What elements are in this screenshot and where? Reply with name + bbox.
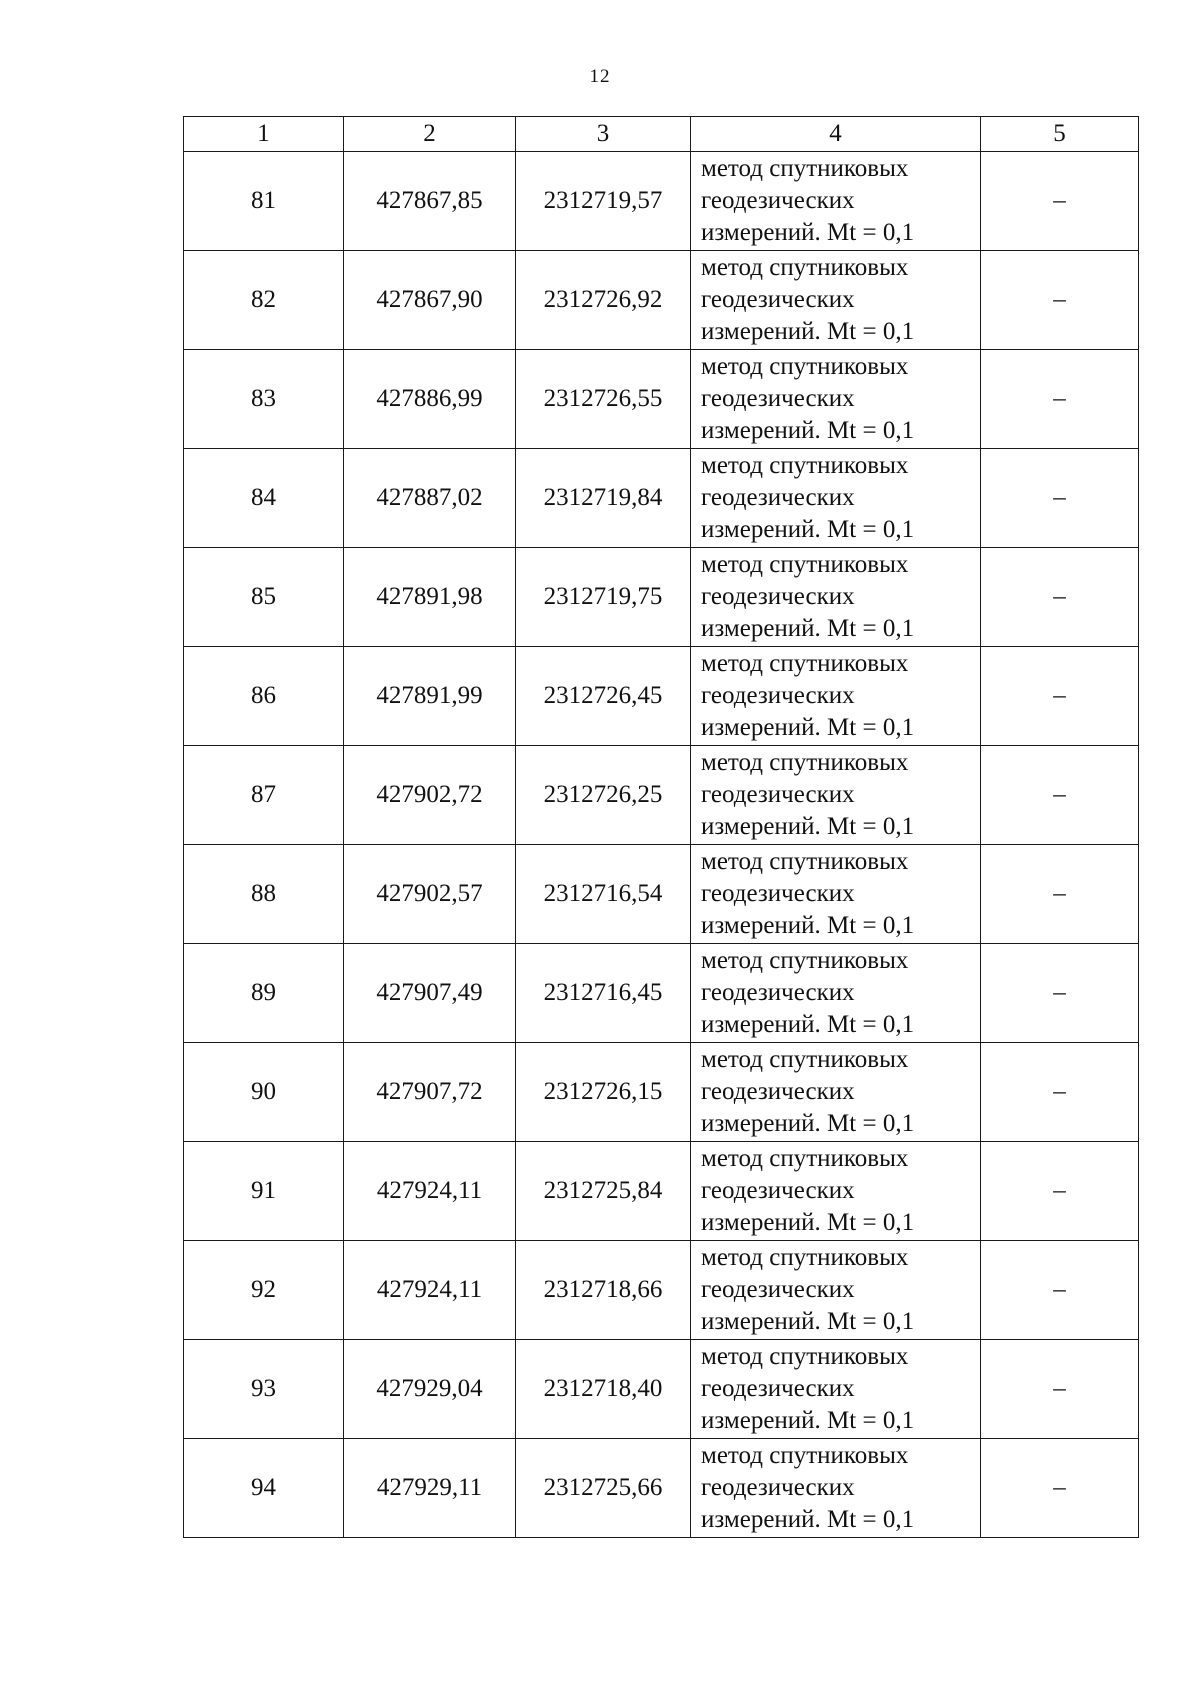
- table-row: [184, 647, 1139, 746]
- x-coordinate-cell: 427867,90: [344, 251, 516, 350]
- method-line: метод спутниковых: [701, 1145, 909, 1172]
- point-number-cell: 88: [184, 845, 344, 944]
- table-row: [184, 1241, 1139, 1340]
- y-coordinate-cell: 2312726,55: [516, 350, 691, 449]
- x-coordinate-cell: 427924,11: [344, 1241, 516, 1340]
- x-coordinate-cell: 427902,72: [344, 746, 516, 845]
- method-line: метод спутниковых: [701, 1046, 909, 1073]
- method-line: геодезических: [701, 781, 855, 808]
- method-line: измерений. Mt = 0,1: [701, 1506, 915, 1533]
- method-line: метод спутниковых: [701, 1343, 909, 1370]
- point-number-cell: 86: [184, 647, 344, 746]
- method-line: измерений. Mt = 0,1: [701, 912, 915, 939]
- point-number-cell: 90: [184, 1043, 344, 1142]
- method-line: измерений. Mt = 0,1: [701, 318, 915, 345]
- method-line: геодезических: [701, 484, 855, 511]
- y-coordinate-cell: 2312716,54: [516, 845, 691, 944]
- method-cell: [691, 1142, 981, 1241]
- method-line: метод спутниковых: [701, 650, 909, 677]
- method-cell: [691, 1439, 981, 1538]
- table-body: [184, 117, 1139, 1538]
- method-cell: [691, 1340, 981, 1439]
- method-line: геодезических: [701, 880, 855, 907]
- point-number-cell: 81: [184, 152, 344, 251]
- y-coordinate-cell: 2312726,92: [516, 251, 691, 350]
- header-cell-4: 4: [691, 117, 981, 152]
- method-line: геодезических: [701, 979, 855, 1006]
- note-cell: –: [981, 1241, 1139, 1340]
- note-cell: –: [981, 548, 1139, 647]
- method-line: геодезических: [701, 682, 855, 709]
- y-coordinate-cell: 2312725,66: [516, 1439, 691, 1538]
- method-line: геодезических: [701, 1276, 855, 1303]
- header-cell-1: 1: [184, 117, 344, 152]
- note-cell: –: [981, 1142, 1139, 1241]
- header-cell-3: 3: [516, 117, 691, 152]
- header-cell-5: 5: [981, 117, 1139, 152]
- table-row: [184, 944, 1139, 1043]
- note-cell: –: [981, 944, 1139, 1043]
- x-coordinate-cell: 427886,99: [344, 350, 516, 449]
- header-cell-2: 2: [344, 117, 516, 152]
- method-line: метод спутниковых: [701, 551, 909, 578]
- method-line: геодезических: [701, 1078, 855, 1105]
- method-line: измерений. Mt = 0,1: [701, 516, 915, 543]
- y-coordinate-cell: 2312716,45: [516, 944, 691, 1043]
- note-cell: –: [981, 1439, 1139, 1538]
- note-cell: –: [981, 647, 1139, 746]
- method-line: метод спутниковых: [701, 947, 909, 974]
- method-line: измерений. Mt = 0,1: [701, 1308, 915, 1335]
- y-coordinate-cell: 2312725,84: [516, 1142, 691, 1241]
- point-number-cell: 83: [184, 350, 344, 449]
- method-line: метод спутниковых: [701, 353, 909, 380]
- x-coordinate-cell: 427891,99: [344, 647, 516, 746]
- x-coordinate-cell: 427902,57: [344, 845, 516, 944]
- table-row: [184, 548, 1139, 647]
- x-coordinate-cell: 427891,98: [344, 548, 516, 647]
- method-line: геодезических: [701, 1474, 855, 1501]
- y-coordinate-cell: 2312719,57: [516, 152, 691, 251]
- point-number-cell: 82: [184, 251, 344, 350]
- method-cell: [691, 944, 981, 1043]
- y-coordinate-cell: 2312719,84: [516, 449, 691, 548]
- method-line: измерений. Mt = 0,1: [701, 615, 915, 642]
- method-cell: [691, 350, 981, 449]
- x-coordinate-cell: 427887,02: [344, 449, 516, 548]
- y-coordinate-cell: 2312726,15: [516, 1043, 691, 1142]
- method-line: метод спутниковых: [701, 155, 909, 182]
- method-cell: [691, 1043, 981, 1142]
- table-row: [184, 746, 1139, 845]
- method-line: измерений. Mt = 0,1: [701, 813, 915, 840]
- method-line: измерений. Mt = 0,1: [701, 1011, 915, 1038]
- method-line: геодезических: [701, 1177, 855, 1204]
- x-coordinate-cell: 427929,11: [344, 1439, 516, 1538]
- table-row: [184, 1142, 1139, 1241]
- method-cell: [691, 1241, 981, 1340]
- x-coordinate-cell: 427924,11: [344, 1142, 516, 1241]
- note-cell: –: [981, 152, 1139, 251]
- table-row: [184, 152, 1139, 251]
- method-cell: [691, 152, 981, 251]
- point-number-cell: 89: [184, 944, 344, 1043]
- x-coordinate-cell: 427907,49: [344, 944, 516, 1043]
- table-row: [184, 251, 1139, 350]
- x-coordinate-cell: 427907,72: [344, 1043, 516, 1142]
- note-cell: –: [981, 1340, 1139, 1439]
- x-coordinate-cell: 427929,04: [344, 1340, 516, 1439]
- note-cell: –: [981, 746, 1139, 845]
- method-line: метод спутниковых: [701, 254, 909, 281]
- table-row: [184, 1340, 1139, 1439]
- note-cell: –: [981, 350, 1139, 449]
- note-cell: –: [981, 251, 1139, 350]
- method-line: измерений. Mt = 0,1: [701, 714, 915, 741]
- method-line: измерений. Mt = 0,1: [701, 1407, 915, 1434]
- method-line: метод спутниковых: [701, 1442, 909, 1469]
- point-number-cell: 84: [184, 449, 344, 548]
- point-number-cell: 85: [184, 548, 344, 647]
- note-cell: –: [981, 1043, 1139, 1142]
- y-coordinate-cell: 2312726,25: [516, 746, 691, 845]
- point-number-cell: 93: [184, 1340, 344, 1439]
- point-number-cell: 94: [184, 1439, 344, 1538]
- method-cell: [691, 845, 981, 944]
- note-cell: –: [981, 449, 1139, 548]
- method-line: метод спутниковых: [701, 749, 909, 776]
- y-coordinate-cell: 2312719,75: [516, 548, 691, 647]
- method-line: измерений. Mt = 0,1: [701, 219, 915, 246]
- method-line: геодезических: [701, 583, 855, 610]
- table-row: [184, 350, 1139, 449]
- point-number-cell: 91: [184, 1142, 344, 1241]
- table-row: [184, 845, 1139, 944]
- method-line: геодезических: [701, 187, 855, 214]
- method-cell: [691, 449, 981, 548]
- method-line: метод спутниковых: [701, 452, 909, 479]
- method-cell: [691, 746, 981, 845]
- note-cell: –: [981, 845, 1139, 944]
- coordinates-table: [183, 116, 1139, 1538]
- table-row: [184, 449, 1139, 548]
- page-number: 12: [589, 66, 611, 87]
- table-row: [184, 1043, 1139, 1142]
- method-cell: [691, 548, 981, 647]
- point-number-cell: 87: [184, 746, 344, 845]
- method-line: измерений. Mt = 0,1: [701, 1209, 915, 1236]
- method-line: измерений. Mt = 0,1: [701, 1110, 915, 1137]
- method-line: геодезических: [701, 385, 855, 412]
- y-coordinate-cell: 2312718,40: [516, 1340, 691, 1439]
- point-number-cell: 92: [184, 1241, 344, 1340]
- method-line: измерений. Mt = 0,1: [701, 417, 915, 444]
- method-cell: [691, 647, 981, 746]
- x-coordinate-cell: 427867,85: [344, 152, 516, 251]
- method-line: метод спутниковых: [701, 848, 909, 875]
- method-line: геодезических: [701, 1375, 855, 1402]
- y-coordinate-cell: 2312726,45: [516, 647, 691, 746]
- table-header-row: [184, 117, 1139, 152]
- table-row: [184, 1439, 1139, 1538]
- method-cell: [691, 251, 981, 350]
- method-line: геодезических: [701, 286, 855, 313]
- method-line: метод спутниковых: [701, 1244, 909, 1271]
- y-coordinate-cell: 2312718,66: [516, 1241, 691, 1340]
